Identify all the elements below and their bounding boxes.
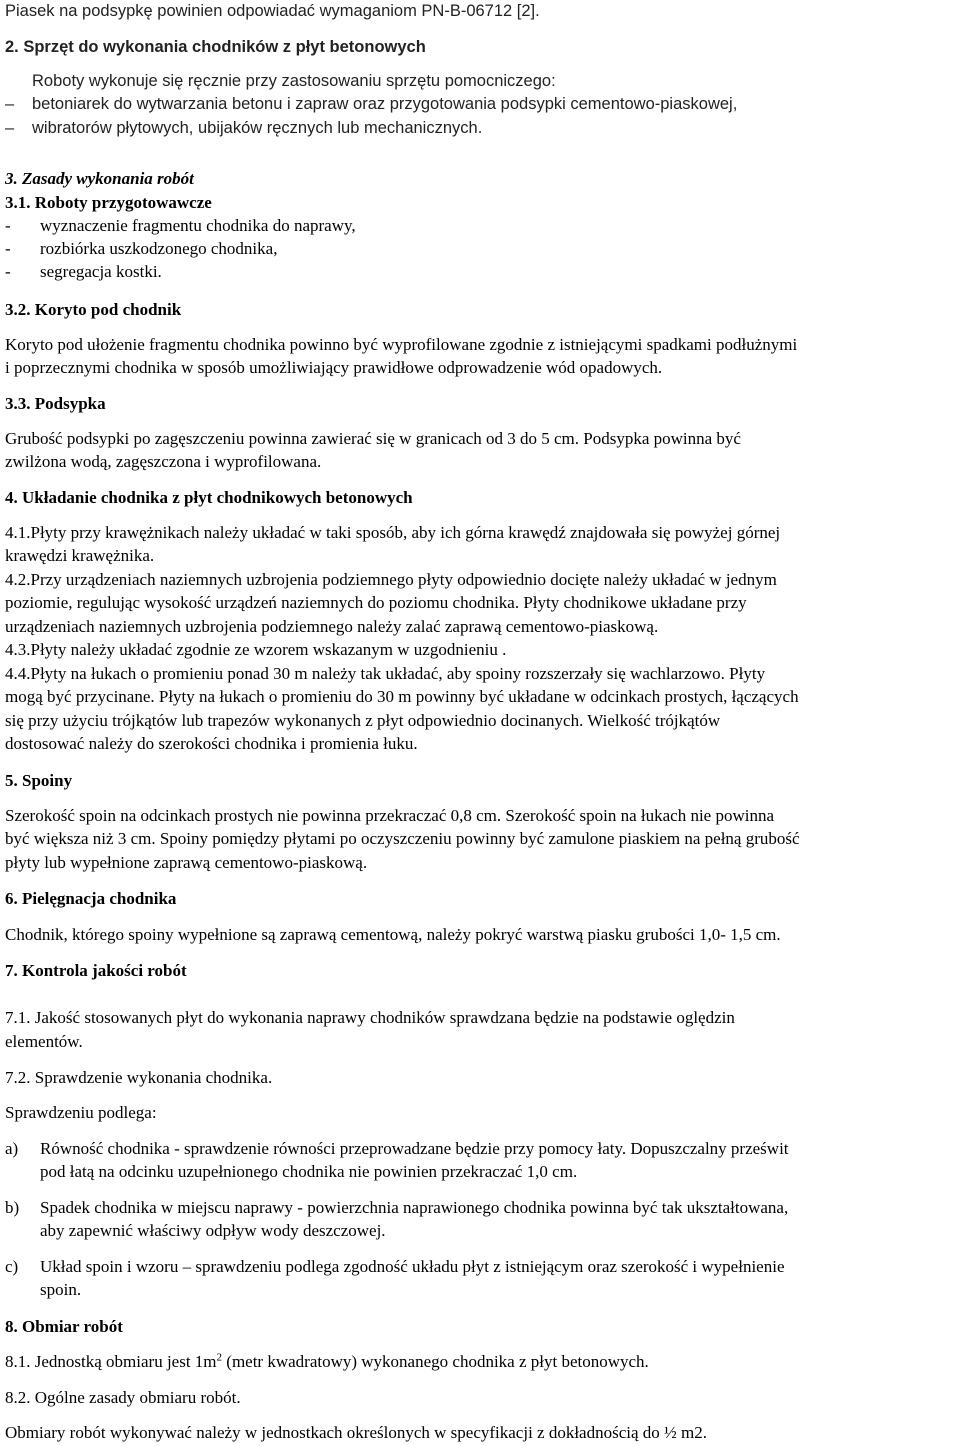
list-item-text: wibratorów płytowych, ubijaków ręcznych lub mechanicznych. <box>32 119 483 137</box>
text-line: się przy użyciu trójkątów lub trapezów wykonanych z płyt odpowiednio docinanych. Wielkość trójkątów <box>5 711 721 730</box>
text-line: Piasek na podsypkę powinien odpowiadać wymaganiom PN-B-06712 [2]. <box>5 2 540 20</box>
text-line: Chodnik, którego spoiny wypełnione są zaprawą cementową, należy pokryć warstwą piasku grubości 1,0- 1,5 cm. <box>5 925 781 944</box>
text-line: 7.1. Jakość stosowanych płyt do wykonania naprawy chodników sprawdzana będzie na podstawie oględzin <box>5 1008 735 1027</box>
text-line: być większa niż 3 cm. Spoiny pomiędzy płytami po oczyszczeniu powinny być zamulone piaskiem na pełną grubość <box>5 829 800 848</box>
list-marker: c) <box>5 1257 19 1276</box>
superscript: 2 <box>216 1351 223 1364</box>
section-heading-4: 4. Układanie chodnika z płyt chodnikowych betonowych <box>5 488 413 507</box>
text-line: zwilżona wodą, zagęszczona i wyprofilowana. <box>5 452 322 471</box>
text-line: Koryto pod ułożenie fragmentu chodnika powinno być wyprofilowane zgodnie z istniejącymi spadkami podłużnymi <box>5 335 798 354</box>
subsection-heading-3-3: 3.3. Podsypka <box>5 394 106 413</box>
list-dash: - <box>5 262 11 281</box>
text-line: mogą być przycinane. Płyty na łukach o promieniu do 30 m powinny być układane w odcinkach prostych, łączących <box>5 687 799 706</box>
text-line: 8.2. Ogólne zasady obmiaru robót. <box>5 1388 241 1407</box>
text-span: 8.1. Jednostką obmiaru jest 1m <box>5 1352 217 1371</box>
subsection-heading-3-2: 3.2. Koryto pod chodnik <box>5 300 182 319</box>
text-line: Obmiary robót wykonywać należy w jednostkach określonych w specyfikacji z dokładnością do ½ m2. <box>5 1423 708 1442</box>
list-dash: – <box>5 95 15 113</box>
text-line-unit <box>5 1351 649 1373</box>
section-heading-3: 3. Zasady wykonania robót <box>5 169 194 188</box>
text-line: Roboty wykonuje się ręcznie przy zastosowaniu sprzętu pomocniczego: <box>32 72 556 90</box>
text-line: urządzeniach naziemnych uzbrojenia podziemnego należy zalać zaprawą cementowo-piaskową. <box>5 617 659 636</box>
list-marker: b) <box>5 1198 20 1217</box>
text-line: 4.1.Płyty przy krawężnikach należy układać w taki sposób, aby ich górna krawędź znajdowała się powyżej górnej <box>5 523 781 542</box>
text-line: poziomie, regulując wysokość urządzeń naziemnych do poziomu chodnika. Płyty chodnikowe układane przy <box>5 593 747 612</box>
text-line: płyty lub wypełnione zaprawą cementowo-piaskową. <box>5 853 368 872</box>
text-line: spoin. <box>40 1280 82 1299</box>
list-marker: a) <box>5 1139 19 1158</box>
section-heading-8: 8. Obmiar robót <box>5 1317 123 1336</box>
list-item-text: wyznaczenie fragmentu chodnika do naprawy, <box>40 216 356 235</box>
list-item-text: Układ spoin i wzoru – sprawdzeniu podlega zgodność układu płyt z istniejącym oraz szerokość i wypełnienie <box>40 1257 785 1276</box>
text-line: i poprzecznymi chodnika w sposób umożliwiający prawidłowe odprowadzenie wód opadowych. <box>5 358 663 377</box>
list-dash: - <box>5 239 11 258</box>
section-heading-2: 2. Sprzęt do wykonania chodników z płyt betonowych <box>5 38 426 56</box>
section-heading-6: 6. Pielęgnacja chodnika <box>5 889 177 908</box>
text-line: elementów. <box>5 1032 83 1051</box>
list-item-text: betoniarek do wytwarzania betonu i zapraw oraz przygotowania podsypki cementowo-piaskowej, <box>32 95 738 113</box>
text-line: pod łatą na odcinku uzupełnionego chodnika nie powinien przekraczać 1,0 cm. <box>40 1162 578 1181</box>
list-dash: – <box>5 119 15 137</box>
text-line: 4.2.Przy urządzeniach naziemnych uzbrojenia podziemnego płyty odpowiednio docięte należy układać w jednym <box>5 570 777 589</box>
text-line: 7.2. Sprawdzenie wykonania chodnika. <box>5 1068 273 1087</box>
text-line: Sprawdzeniu podlega: <box>5 1103 157 1122</box>
text-span: (metr kwadratowy) wykonanego chodnika z płyt betonowych. <box>222 1352 649 1371</box>
list-dash: - <box>5 216 11 235</box>
text-line: Grubość podsypki po zagęszczeniu powinna zawierać się w granicach od 3 do 5 cm. Podsypka powinna być <box>5 429 741 448</box>
list-item-text: Równość chodnika - sprawdzenie równości przeprowadzane będzie przy pomocy łaty. Dopuszczalny prześwit <box>40 1139 789 1158</box>
text-line: aby zapewnić właściwy odpływ wody deszczowej. <box>40 1221 386 1240</box>
subsection-heading-3-1: 3.1. Roboty przygotowawcze <box>5 193 212 212</box>
text-line: 4.4.Płyty na łukach o promieniu ponad 30 m należy tak układać, aby spoiny rozszerzały się wachlarzowo. Płyty <box>5 664 766 683</box>
text-line: 4.3.Płyty należy układać zgodnie ze wzorem wskazanym w uzgodnieniu . <box>5 640 507 659</box>
list-item-text: segregacja kostki. <box>40 262 162 281</box>
section-heading-5: 5. Spoiny <box>5 771 73 790</box>
list-item-text: rozbiórka uszkodzonego chodnika, <box>40 239 278 258</box>
list-item-text: Spadek chodnika w miejscu naprawy - powierzchnia naprawionego chodnika powinna być tak ukształtowana, <box>40 1198 789 1217</box>
section-heading-7: 7. Kontrola jakości robót <box>5 961 187 980</box>
text-line: Szerokość spoin na odcinkach prostych nie powinna przekraczać 0,8 cm. Szerokość spoin na łukach nie powinna <box>5 806 775 825</box>
text-line: dostosować należy do szerokości chodnika i promienia łuku. <box>5 734 418 753</box>
text-line: krawędzi krawężnika. <box>5 546 155 565</box>
